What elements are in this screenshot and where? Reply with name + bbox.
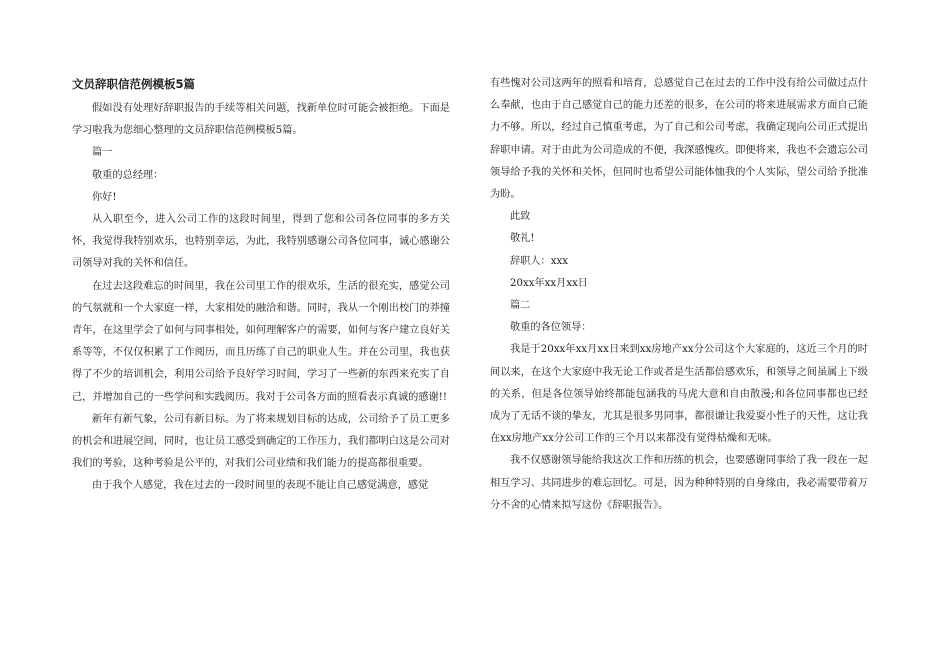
body-paragraph: 由于我个人感觉，我在过去的一段时间里的表现不能让自己感觉满意，感觉: [92, 480, 429, 492]
salutation: 敬重的总经理：: [92, 169, 164, 181]
left-column: [72, 76, 450, 498]
section-heading-2: 篇二: [510, 300, 531, 312]
closing-regards: 敬礼!: [510, 233, 535, 245]
body-paragraph: 我不仅感谢领导能给我这次工作和历练的机会，也要感谢同事给了我一段在一起相互学习、共同进步的难忘回忆。可是，因为种种特别的自身缘由，我必需要带着万分不舍的心情来拟写这份《辞职报告》。: [490, 455, 868, 511]
body-paragraph: 我是于20xx年xx月xx日来到xx房地产xx分公司这个大家庭的，这近三个月的时间以来，在这个大家庭中我无论工作或者是生活都倍感欢乐，和领导之间虽属上下级的关系，但是各位领导始终都能包涵我的马虎大意和自由散漫;和各位同事都也已经成为了无话不谈的挚友，尤其是很多男同事，都很谦让我爱耍小性子的天性，这让我在xx房地产xx分公司工作的三个月以来都没有觉得枯燥和无味。: [490, 344, 868, 445]
salutation: 敬重的各位领导：: [510, 322, 592, 334]
signature-date: 20xx年xx月xx日: [510, 277, 588, 289]
body-paragraph-continued: 有些愧对公司这两年的照看和培育，总感觉自己在过去的工作中没有给公司做过点什么奉献，也由于自己感觉自己的能力还差的很多，在公司的将来进展需求方面自己能力不够。所以，经过自己慎重考虑，为了自己和公司考虑，我确定现向公司正式提出辞职申请。对于由此为公司造成的不便，我深感愧疚。即便将来，我也不会遗忘公司领导给予我的关怀和关怀，但同时也希望公司能体恤我的个人实际，望公司给予批准为盼。: [490, 78, 868, 201]
right-column: [490, 76, 868, 517]
section-heading-1: 篇一: [92, 147, 113, 159]
greeting: 你好!: [92, 191, 117, 203]
body-paragraph: 新年有新气象，公司有新目标。为了将来规划目标的达成，公司给予了员工更多的机会和进展空间，同时，也让员工感受到确定的工作压力，我们都明白这是公司对我们的考验，这种考验是公平的，对我们公司业绩和我们能力的提高都很重要。: [72, 413, 450, 470]
document-title: 文员辞职信范例模板5篇: [72, 77, 196, 91]
intro-paragraph: 假如没有处理好辞职报告的手续等相关问题，找新单位时可能会被拒绝。下面是学习啦我为您细心整理的文员辞职信范例模板5篇。: [72, 103, 450, 137]
closing-line: 此致: [510, 211, 531, 223]
signature-name: 辞职人：xxx: [510, 255, 568, 267]
body-paragraph: 从入职至今，进入公司工作的这段时间里，得到了您和公司各位同事的多方关怀，我觉得我特别欢乐，也特别幸运，为此，我特别感谢公司各位同事，诚心感谢公司领导对我的关怀和信任。: [72, 214, 450, 270]
body-paragraph: 在过去这段难忘的时间里，我在公司里工作的很欢乐，生活的很充实，感觉公司的气氛就和一个大家庭一样，大家相处的融洽和谐。同时，我从一个刚出校门的莽撞青年，在这里学会了如何与同事相处，如何理解客户的需要，如何与客户建立良好关系等等，不仅仅积累了工作阅历，而且历练了自己的职业人生。并在公司里，我也获得了不少的培训机会，利用公司给予良好学习时间，学习了一些新的东西来充实了自己，并增加自己的一些学问和实践阅历。我对于公司各方面的照看表示真诚的感谢!!: [72, 280, 450, 403]
